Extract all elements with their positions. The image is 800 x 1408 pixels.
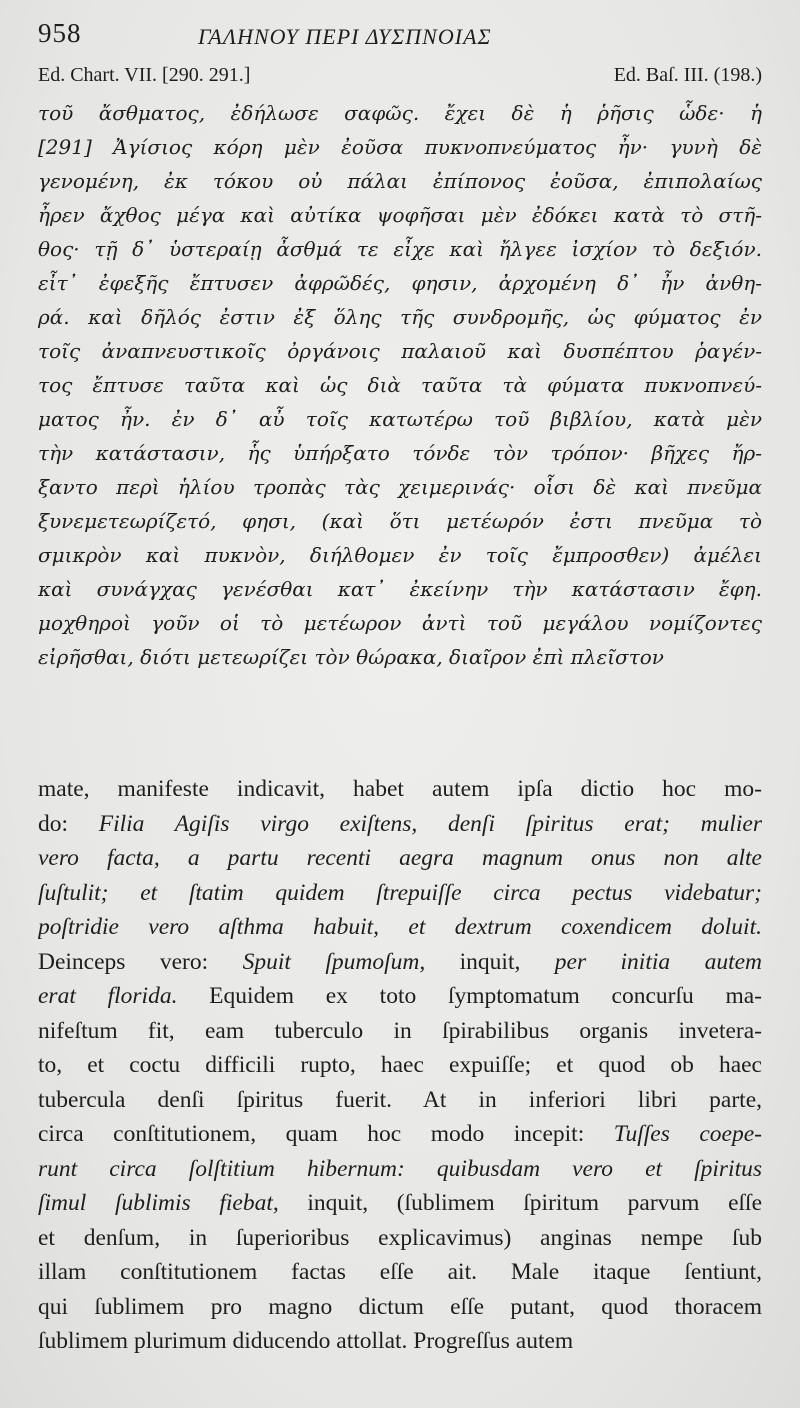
latin-segment: mate, manifeste indicavit, habet autem ipſa dictio hoc mo- (38, 776, 762, 802)
latin-text-line (38, 841, 762, 876)
latin-segment: tubercula denſi ſpiritus fuerit. At in inferiori libri parte, (38, 1086, 762, 1113)
greek-text-line: καὶ συνάγχας γενέσθαι κατ᾽ ἐκείνην τὴν κατάστασιν ἔφη. (38, 577, 762, 601)
latin-segment: nifeſtum fit, eam tuberculo in ſpirabilibus organis invetera- (38, 1017, 762, 1044)
latin-text-line (38, 876, 762, 911)
running-title: ΓΑΛΗΝΟΥ ΠΕΡΙ ΔΥΣΠΝΟΙΑΣ (198, 24, 492, 49)
greek-text-line: τος ἔπτυσε ταῦτα καὶ ὡς διὰ ταῦτα τὰ φύματα πυκνοπνεύ- (38, 373, 762, 397)
latin-text-line (38, 1083, 762, 1118)
latin-text-line (38, 1186, 762, 1221)
page-number: 958 (38, 18, 82, 48)
edition-reference-line (38, 64, 762, 94)
greek-text-line: γενομένη, ἐκ τόκου οὐ πάλαι ἐπίπονος ἐοῦσα, ἐπιπολαίως (38, 169, 762, 193)
latin-italic-segment: ſimul ſublimis fiebat, (38, 1190, 279, 1216)
latin-segment: to, et coctu difficili rupto, haec expuiſſe; et quod ob haec (38, 1052, 762, 1078)
greek-text-line: [291] Ἀγίσιος κόρη μὲν ἐοῦσα πυκνοπνεύματος ἦν· γυνὴ δὲ (38, 135, 762, 159)
latin-text-line (38, 1117, 762, 1152)
greek-text-line: τοῖς ἀναπνευστικοῖς ὀργάνοις παλαιοῦ καὶ δυσπέπτου ῥαγέν- (38, 339, 762, 363)
latin-italic-segment: ſuſtulit; et ſtatim quidem ſtrepuiſſe circa pectus videbatur; (38, 879, 762, 906)
latin-segment: circa conſtitutionem, quam hoc modo incepit: (38, 1121, 614, 1147)
latin-text-line (38, 979, 762, 1014)
edition-reference-left: Ed. Chart. VII. [290. 291.] (38, 64, 251, 86)
greek-text-line: ἦρεν ἄχθος μέγα καὶ αὐτίκα ψοφῆσαι μὲν ἐδόκει κατὰ τὸ στῆ- (38, 203, 762, 227)
edition-reference-right: Ed. Baſ. III. (198.) (613, 64, 762, 86)
latin-italic-segment: per initia autem (554, 948, 762, 975)
greek-text-block (38, 96, 762, 674)
greek-text-line: τὴν κατάστασιν, ἧς ὑπήρξατο τόνδε τὸν τρόπον· βῆχες ἤρ- (38, 441, 762, 465)
greek-text-line: σμικρὸν καὶ πυκνὸν, διήλθομεν ἐν τοῖς ἔμπροσθεν) ἀμέλει (38, 543, 762, 567)
latin-text-line (38, 1324, 762, 1359)
latin-italic-segment: Tuſſes coepe- (613, 1121, 762, 1147)
greek-text-line: ματος ἦν. ἐν δ᾽ αὖ τοῖς κατωτέρω τοῦ βιβλίου, κατὰ μὲν (38, 407, 762, 431)
latin-text-line (38, 1255, 762, 1290)
latin-text-line (38, 945, 762, 980)
latin-text-line (38, 1152, 762, 1187)
latin-segment: illam conſtitutionem factas eſſe ait. Male itaque ſentiunt, (38, 1259, 762, 1285)
greek-text-line: τοῦ ἄσθματος, ἐδήλωσε σαφῶς. ἔχει δὲ ἡ ῥῆσις ὧδε· ἡ (38, 101, 762, 125)
greek-text-line: μοχθηροὶ γοῦν οἱ τὸ μετέωρον ἀντὶ τοῦ μεγάλου νομίζοντες (38, 611, 762, 635)
latin-text-line (38, 910, 762, 945)
latin-segment: Deinceps vero: (38, 948, 243, 975)
latin-segment: do: (38, 810, 99, 837)
latin-text-line (38, 807, 762, 842)
greek-text-line: εἰρῆσθαι, διότι μετεωρίζει τὸν θώρακα, διαῖρον ἐπὶ πλεῖστον (38, 645, 664, 669)
latin-segment: ſublimem plurimum diducendo attollat. Progreſſus autem (38, 1328, 574, 1354)
latin-segment: et denſum, in ſuperioribus explicavimus) anginas nempe ſub (38, 1224, 762, 1251)
latin-italic-segment: vero facta, a partu recenti aegra magnum onus non alte (38, 845, 762, 871)
latin-text-line (38, 1014, 762, 1049)
page-header (38, 18, 762, 54)
greek-text-line: ρά. καὶ δῆλός ἐστιν ἐξ ὅλης τῆς συνδρομῆς, ὡς φύματος ἐν (38, 305, 762, 329)
latin-italic-segment: poſtridie vero aſthma habuit, et dextrum coxendicem doluit. (38, 914, 762, 940)
latin-text-block (38, 772, 762, 1359)
latin-italic-segment: runt circa ſolſtitium hibernum: quibusdam vero et ſpiritus (38, 1155, 762, 1182)
greek-text-line: ξαντο περὶ ἡλίου τροπὰς τὰς χειμερινάς· οἷσι δὲ καὶ πνεῦμα (38, 475, 762, 499)
latin-segment: inquit, (425, 948, 555, 975)
latin-italic-segment: Filia Agiſis virgo exiſtens, denſi ſpiritus erat; mulier (98, 810, 762, 837)
latin-text-line (38, 1221, 762, 1256)
latin-segment: qui ſublimem pro magno dictum eſſe putant, quod thoracem (38, 1293, 762, 1320)
latin-italic-segment: erat florida. (38, 983, 178, 1009)
latin-text-line (38, 1290, 762, 1325)
latin-segment: Equidem ex toto ſymptomatum concurſu ma- (177, 983, 762, 1009)
latin-segment: inquit, (ſublimem ſpiritum parvum eſſe (278, 1190, 762, 1216)
latin-text-line (38, 1048, 762, 1083)
greek-text-line: εἶτ᾽ ἐφεξῆς ἔπτυσεν ἀφρῶδές, φησιν, ἀρχομένη δ᾽ ἦν ἀνθη- (38, 271, 762, 295)
latin-text-line (38, 772, 762, 807)
greek-text-line: θος· τῇ δ᾽ ὑστεραίῃ ἆσθμά τε εἶχε καὶ ἤλγεε ἰσχίον τὸ δεξιόν. (38, 237, 762, 261)
greek-text-line: ξυνεμετεωρίζετό, φησι, (καὶ ὅτι μετέωρόν ἐστι πνεῦμα τὸ (38, 509, 762, 533)
latin-italic-segment: Spuit ſpumoſum, (242, 948, 426, 975)
